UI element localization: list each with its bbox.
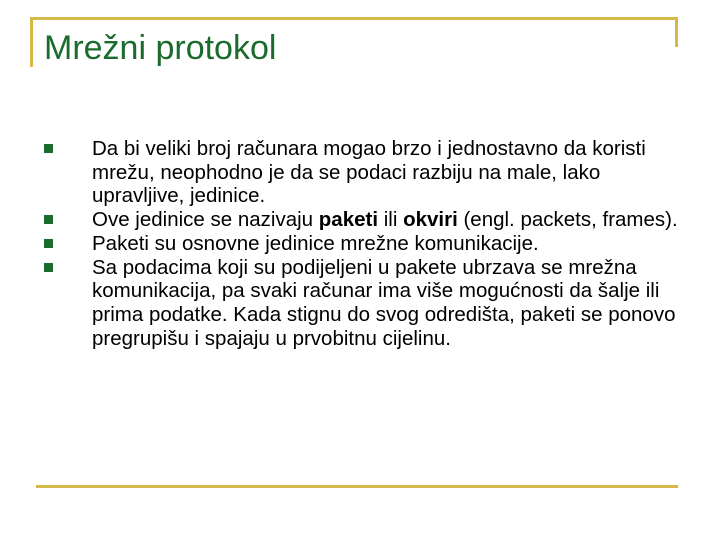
- frame-bottom-line: [36, 485, 678, 488]
- slide-title: Mrežni protokol: [44, 29, 277, 67]
- bullet-text-2-before: Ove jedinice se nazivaju: [92, 208, 319, 232]
- bullet-text-1: Da bi veliki broj računara mogao brzo i jednostavno da koristi mrežu, neophodno je da se podaci razbiju na male, lako upravljive, jedinice.: [92, 137, 646, 208]
- bold-term-paketi: paketi: [318, 208, 379, 232]
- frame-right-line: [675, 17, 678, 47]
- frame-top-line: [30, 17, 678, 20]
- bullet-item-3: [0, 232, 692, 256]
- frame-left-line: [30, 17, 33, 67]
- bold-term-okviri: okviri: [403, 208, 458, 232]
- bullet-item-4: [0, 256, 692, 351]
- bullet-text-2-after: (engl. packets, frames).: [457, 208, 678, 232]
- bullet-item-1: [0, 137, 692, 208]
- bullet-text-3: Paketi su osnovne jedinice mrežne komunikacije.: [92, 231, 539, 255]
- square-bullet-icon: [44, 239, 53, 248]
- square-bullet-icon: [44, 144, 53, 153]
- square-bullet-icon: [44, 263, 53, 272]
- square-bullet-icon: [44, 215, 53, 224]
- bullet-item-2: [0, 208, 692, 232]
- bullet-list: [0, 137, 720, 350]
- bullet-text-2-mid: ili: [378, 208, 404, 232]
- bullet-text-4: Sa podacima koji su podijeljeni u pakete ubrzava se mrežna komunikacija, pa svaki računar ima više mogućnosti da šalje ili prima podatke. Kada stignu do svog odredišta, paketi se ponovo pregrupišu i spajaju u prvobitnu cijelinu.: [92, 255, 676, 350]
